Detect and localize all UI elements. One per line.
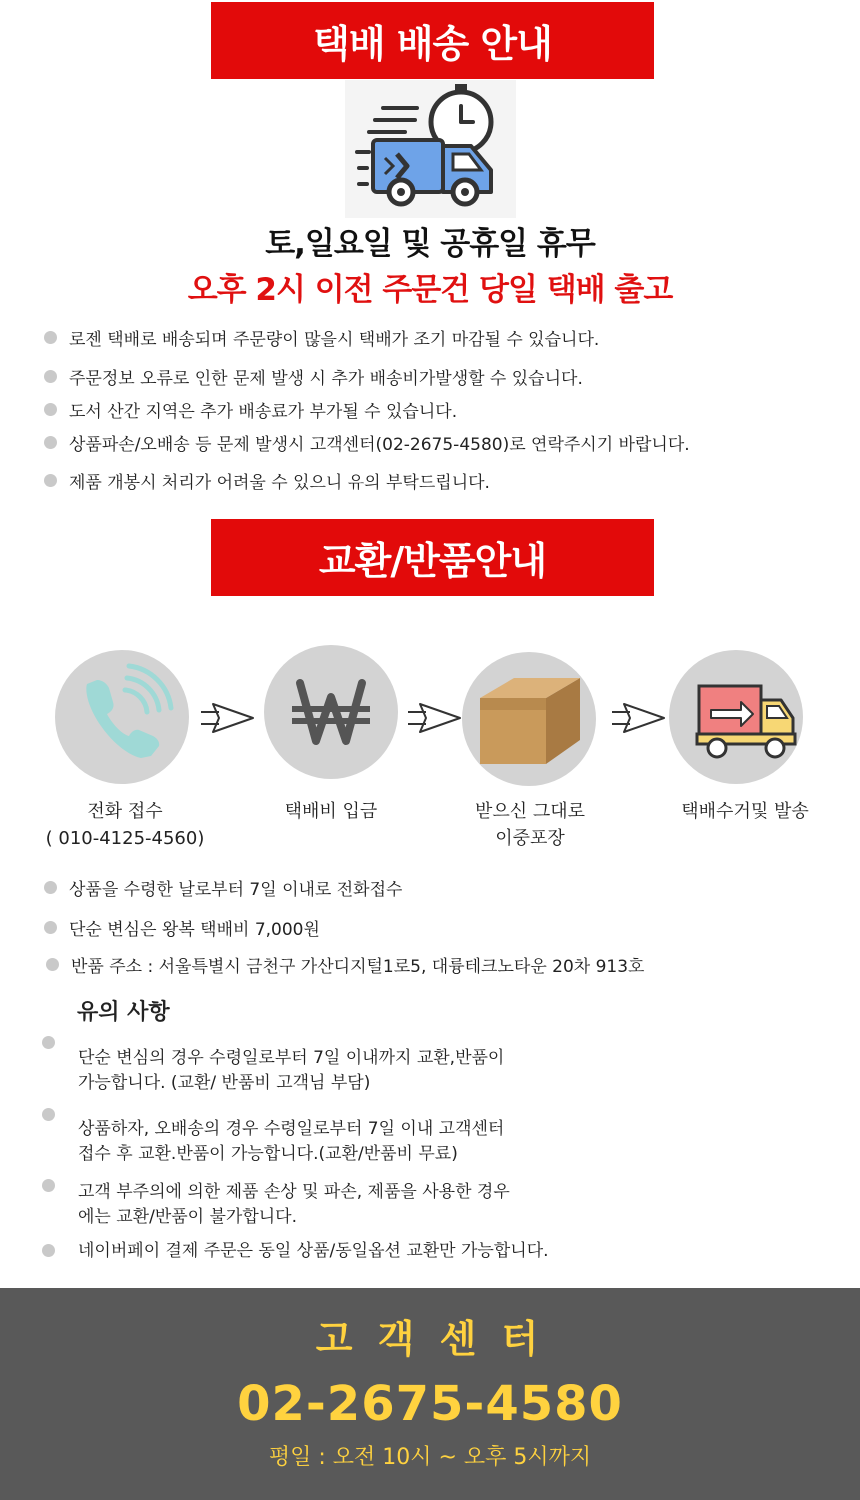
delivery-banner [211, 2, 654, 79]
bullet-icon [44, 370, 57, 383]
customer-center-title: 고 객 센 터 [315, 1317, 545, 1361]
box-icon [462, 652, 596, 786]
arrow-right-icon [199, 698, 255, 738]
customer-center-phone[interactable]: 02-2675-4580 [237, 1376, 623, 1432]
closed-days-notice: 토,일요일 및 공휴일 휴무 [265, 226, 595, 262]
note-item: 단순 변심의 경우 수령일로부터 7일 이내까지 교환,반품이 가능합니다. (교환/ 반품비 고객님 부담) [78, 1048, 505, 1093]
arrow-right-icon [406, 698, 462, 738]
returns-banner-title: 교환/반품안내 [318, 539, 547, 583]
list-item: 상품파손/오배송 등 문제 발생시 고객센터(02-2675-4580)로 연락주시기 바랍니다. [44, 430, 690, 454]
note-item: 네이버페이 결제 주문은 동일 상품/동일옵션 교환만 가능합니다. [78, 1241, 549, 1261]
list-item: 도서 산간 지역은 추가 배송료가 부가될 수 있습니다. [44, 397, 457, 421]
bullet-icon [42, 1108, 55, 1121]
customer-center-hours: 평일 : 오전 10시 ~ 오후 5시까지 [268, 1445, 592, 1470]
arrow-right-icon [610, 698, 666, 738]
bullet-icon [42, 1036, 55, 1049]
bullet-icon [42, 1179, 55, 1192]
list-item: 상품을 수령한 날로부터 7일 이내로 전화접수 [44, 875, 402, 899]
note-item: 고객 부주의에 의한 제품 손상 및 파손, 제품을 사용한 경우 에는 교환/반품이 불가합니다. [78, 1182, 510, 1227]
notes-title: 유의 사항 [77, 1000, 170, 1025]
bullet-icon [44, 436, 57, 449]
same-day-shipping-notice: 오후 2시 이전 주문건 당일 택배 출고 [187, 272, 673, 308]
bullet-icon [44, 881, 57, 894]
won-icon [264, 645, 398, 779]
bullet-icon [44, 403, 57, 416]
delivery-truck-icon [669, 650, 803, 784]
step-label-payment: 택배비 입금 [284, 801, 378, 822]
bullet-icon [44, 331, 57, 344]
list-item: 반품 주소 : 서울특별시 금천구 가산디지털1로5, 대륭테크노타운 20차 913호 [46, 952, 644, 976]
list-item: 로젠 택배로 배송되며 주문량이 많을시 택배가 조기 마감될 수 있습니다. [44, 325, 599, 349]
step-label-pickup: 택배수거및 발송 [681, 801, 809, 822]
list-item: 주문정보 오류로 인한 문제 발생 시 추가 배송비가발생할 수 있습니다. [44, 364, 583, 388]
returns-banner [211, 519, 654, 596]
bullet-icon [46, 958, 59, 971]
bullet-icon [44, 474, 57, 487]
fast-delivery-truck-icon [345, 80, 516, 218]
phone-icon [55, 650, 189, 784]
list-item: 제품 개봉시 처리가 어려울 수 있으니 유의 부탁드립니다. [44, 468, 490, 492]
note-item: 상품하자, 오배송의 경우 수령일로부터 7일 이내 고객센터 접수 후 교환.반품이 가능합니다.(교환/반품비 무료) [78, 1119, 505, 1164]
step-label-packaging: 받으신 그대로 이중포장 [474, 801, 586, 849]
bullet-icon [44, 921, 57, 934]
step-label-phone: 전화 접수 ( 010-4125-4560) [45, 801, 205, 849]
bullet-icon [42, 1244, 55, 1257]
list-item: 단순 변심은 왕복 택배비 7,000원 [44, 915, 320, 939]
delivery-banner-title: 택배 배송 안내 [313, 22, 552, 66]
